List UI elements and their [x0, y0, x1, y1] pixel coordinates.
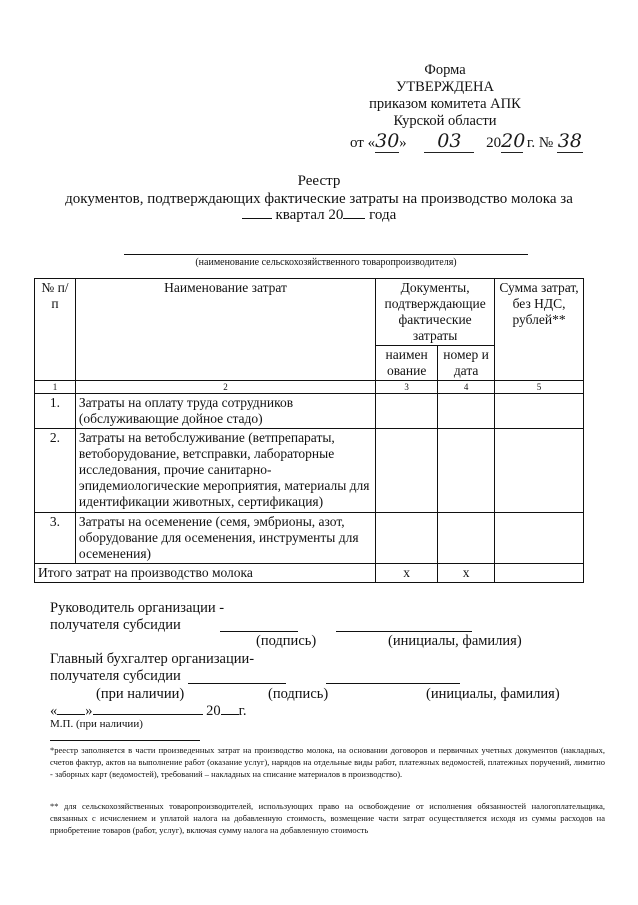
quarter-blank	[242, 218, 272, 219]
row-num: 1.	[35, 394, 76, 429]
approval-block	[300, 62, 590, 130]
head-title-line1: Руководитель организации -	[50, 600, 225, 616]
row-name: Затраты на ветобслуживание (ветпрепараты, ветоборудование, ветсправки, лабораторные исследования, прочие санитарно-эпидемиологические мероприятия, материалы для идентификации животных, сертификация)	[75, 429, 375, 513]
header-doc-date: номер и дата	[438, 346, 495, 381]
header-docs: Документы, подтверждающие фактические затраты	[376, 279, 495, 346]
date-year-end: г.	[238, 703, 247, 719]
handwritten-year: 20	[501, 130, 526, 152]
handwritten-day: 30	[375, 130, 400, 152]
head-name-line	[336, 631, 472, 632]
form-label: Форма	[424, 62, 466, 78]
table-row	[35, 513, 584, 564]
row-doc-date-cell	[438, 394, 495, 429]
approved-label: УТВЕРЖДЕНА	[396, 79, 494, 95]
row-doc-date-cell	[438, 513, 495, 564]
title-documents: документов, подтверждающих фактические затраты на производство молока за	[65, 191, 573, 207]
accountant-sign-line	[188, 683, 286, 684]
date-day-blank	[57, 714, 85, 715]
total-col3: х	[376, 564, 438, 583]
handwritten-number: 38	[557, 130, 582, 152]
year-end: г. №	[523, 135, 554, 151]
year-prefix: 20	[486, 135, 502, 151]
head-name-caption: (инициалы, фамилия)	[388, 633, 522, 649]
total-sum-cell	[495, 564, 584, 583]
quarter-label: квартал 20	[271, 207, 344, 223]
year-blank	[343, 218, 365, 219]
col-number-4: 4	[438, 381, 495, 394]
col-number-5: 5	[495, 381, 584, 394]
header-num: № п/п	[35, 279, 76, 381]
accountant-title-line2: получателя субсидии	[50, 668, 181, 684]
date-month-blank	[93, 714, 203, 715]
row-sum-cell	[495, 429, 584, 513]
row-doc-name-cell	[376, 394, 438, 429]
accountant-sign-caption: (подпись)	[268, 686, 329, 702]
col-number-2: 2	[75, 381, 375, 394]
row-doc-name-cell	[376, 513, 438, 564]
date-open-quote: «	[50, 703, 58, 719]
date-year-label: 20	[206, 703, 221, 719]
accountant-title-line1: Главный бухгалтер организации-	[50, 651, 255, 667]
footnote-rule	[50, 740, 200, 741]
approval-date-line	[350, 130, 583, 153]
head-sign-line	[220, 631, 298, 632]
total-label: Итого затрат на производство молока	[35, 564, 376, 583]
producer-caption: (наименование сельскохозяйственного товаропроизводителя)	[195, 257, 457, 268]
region-label: Курской области	[393, 113, 497, 129]
table-row	[35, 394, 584, 429]
stamp-label: М.П. (при наличии)	[50, 718, 143, 730]
row-name: Затраты на оплату труда сотрудников (обслуживающие дойное стадо)	[75, 394, 375, 429]
accountant-name-line	[326, 683, 460, 684]
accountant-name-caption: (инициалы, фамилия)	[426, 686, 560, 702]
header-doc-name: наимен ование	[376, 346, 438, 381]
row-sum-cell	[495, 394, 584, 429]
header-name: Наименование затрат	[75, 279, 375, 381]
year-label: года	[365, 207, 397, 223]
producer-name-line	[124, 254, 528, 255]
title-quarter-line	[0, 206, 638, 225]
row-name: Затраты на осеменение (семя, эмбрионы, азот, оборудование для осеменения, инструменты для осеменения)	[75, 513, 375, 564]
total-col4: х	[438, 564, 495, 583]
footnote-one: *реестр заполняется в части произведенных затрат на производство молока, на основании договоров и первичных учетных документов (накладных, счетов фактур, актов на выполнение работ (оказание услуг), нарядов на отдельные виды работ, платежных ведомостей, платежных поручений, лимитно - заборных карт (ведомостей), требований – накладных на списание материалов в производство).	[50, 745, 605, 779]
head-title-line2: получателя субсидии	[50, 617, 181, 633]
col-number-1: 1	[35, 381, 76, 394]
footnote-two: ** для сельскохозяйственных товаропроизводителей, использующих право на освобождение от исполнения обязанностей налогоплательщика, связанных с исчислением и уплатой налога на добавленную стоимость, возмещение части затрат осуществляется исходя из суммы расходов на приобретение товаров (работ, услуг), включая сумму налога на добавленную стоимость	[50, 801, 605, 835]
row-num: 2.	[35, 429, 76, 513]
col-number-3: 3	[376, 381, 438, 394]
date-mid: »	[399, 135, 407, 151]
row-doc-date-cell	[438, 429, 495, 513]
accountant-if-any: (при наличии)	[96, 686, 185, 702]
table-row	[35, 429, 584, 513]
date-year-blank	[221, 714, 239, 715]
date-close-quote: »	[85, 703, 93, 719]
header-sum: Сумма затрат, без НДС, рублей**	[495, 279, 584, 381]
row-num: 3.	[35, 513, 76, 564]
order-label: приказом комитета АПК	[369, 96, 521, 112]
title-registry: Реестр	[297, 173, 341, 189]
head-sign-caption: (подпись)	[256, 633, 317, 649]
registry-table	[34, 278, 584, 583]
total-row	[35, 564, 584, 583]
row-doc-name-cell	[376, 429, 438, 513]
row-sum-cell	[495, 513, 584, 564]
date-prefix: от «	[350, 135, 376, 151]
handwritten-month: 03	[424, 130, 474, 153]
